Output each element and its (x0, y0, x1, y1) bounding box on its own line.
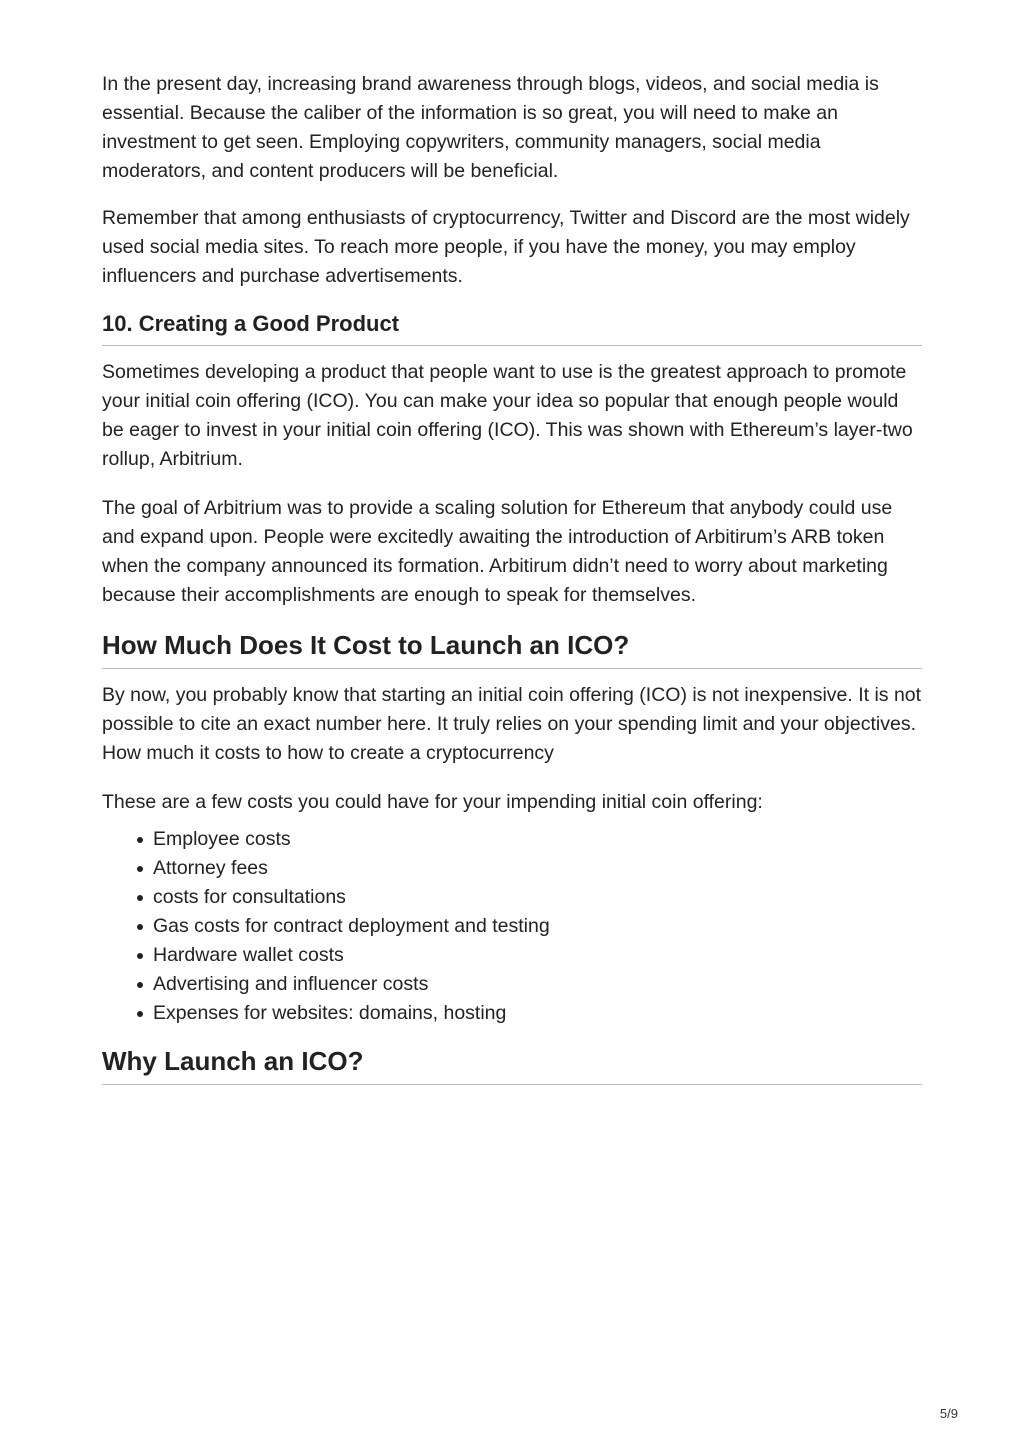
cost-list (102, 825, 922, 1028)
list-item: Employee costs (153, 825, 922, 854)
list-item: Gas costs for contract deployment and testing (153, 912, 922, 941)
list-item: Advertising and influencer costs (153, 970, 922, 999)
document-page (102, 70, 922, 1085)
paragraph-social-media: Remember that among enthusiasts of cryptocurrency, Twitter and Discord are the most widely used social media sites. To reach more people, if you have the money, you may employ influencers and purchase advertisements. (102, 207, 910, 287)
paragraph-developing-product: Sometimes developing a product that people want to use is the greatest approach to promote your initial coin offering (ICO). You can make your idea so popular that enough people would be eager to invest in your initial coin offering (ICO). This was shown with Ethereum’s layer-two rollup, Arbitrium. (102, 361, 913, 470)
heading-ico-cost: How Much Does It Cost to Launch an ICO? (102, 630, 922, 669)
list-item: costs for consultations (153, 883, 922, 912)
list-item: Expenses for websites: domains, hosting (153, 999, 922, 1028)
heading-creating-good-product: 10. Creating a Good Product (102, 311, 922, 346)
paragraph-ico-not-inexpensive: By now, you probably know that starting an initial coin offering (ICO) is not inexpensive. It is not possible to cite an exact number here. It truly relies on your spending limit and your objectives. How much it costs to how to create a cryptocurrency (102, 684, 922, 764)
list-item: Attorney fees (153, 854, 922, 883)
paragraph-brand-awareness: In the present day, increasing brand awareness through blogs, videos, and social media is essential. Because the caliber of the information is so great, you will need to make an investment to get seen. Employing copywriters, community managers, social media moderators, and content producers will be beneficial. (102, 73, 879, 182)
paragraph-arbitrium-goal: The goal of Arbitrium was to provide a scaling solution for Ethereum that anybody could use and expand upon. People were excitedly awaiting the introduction of Arbitirum’s ARB token when the company announced its formation. Arbitirum didn’t need to worry about marketing because their accomplishments are enough to speak for themselves. (102, 497, 893, 606)
heading-why-launch-ico: Why Launch an ICO? (102, 1046, 922, 1085)
paragraph-few-costs: These are a few costs you could have for your impending initial coin offering: (102, 791, 763, 813)
page-number: 5/9 (939, 1406, 958, 1421)
list-item: Hardware wallet costs (153, 941, 922, 970)
